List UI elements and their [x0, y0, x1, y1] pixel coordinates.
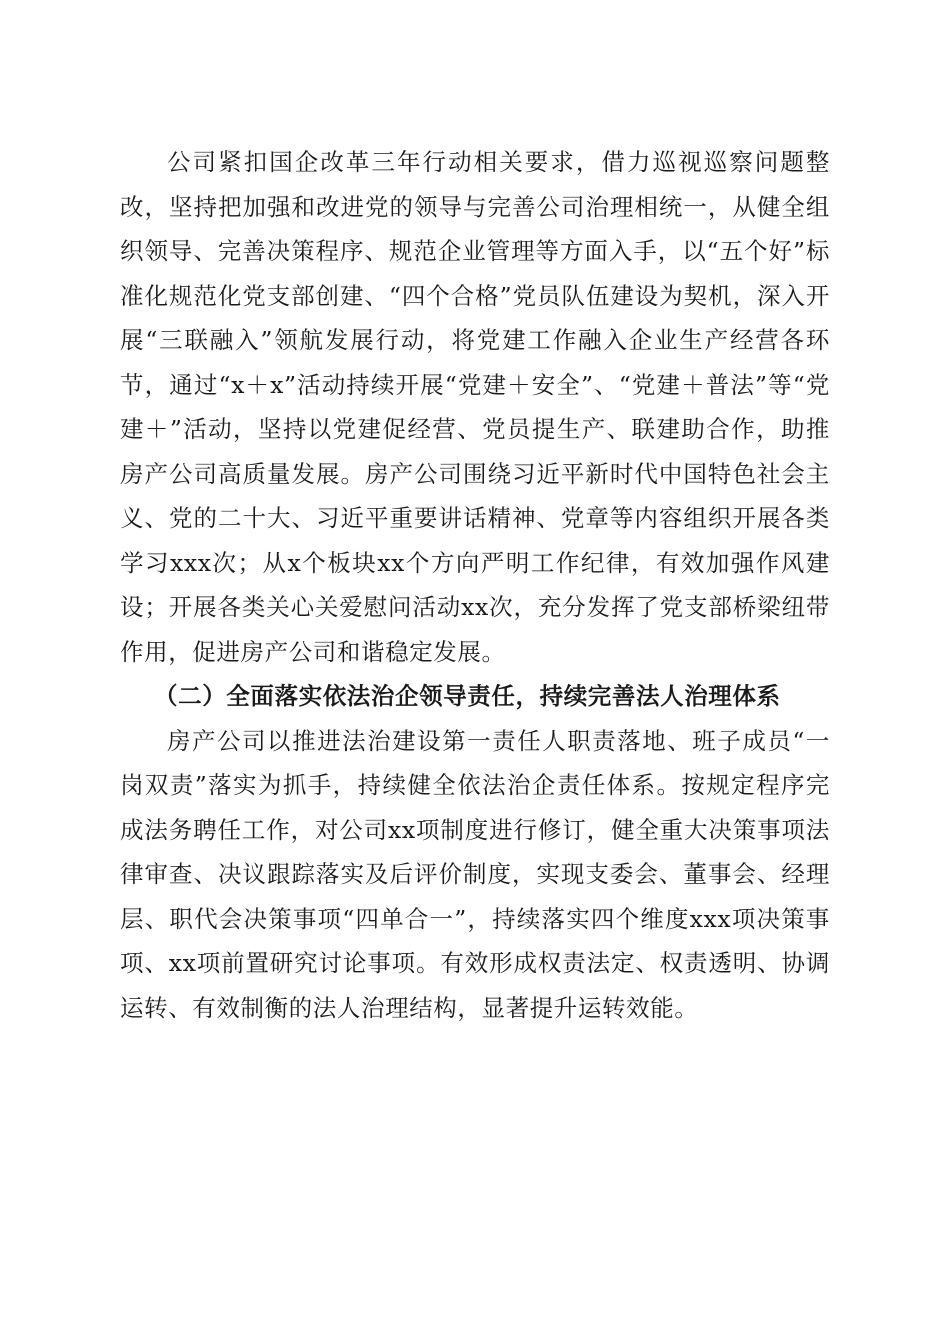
document-body [120, 140, 830, 1030]
section-heading-2: （二）全面落实依法治企领导责任，持续完善法人治理体系 [154, 682, 781, 710]
paragraph-legal-governance: 房产公司以推进法治建设第一责任人职责落地、班子成员“一岗双责”落实为抓手，持续健全依法治企责任体系。按规定程序完成法务聘任工作，对公司xx项制度进行修订，健全重大决策事项法律审查、决议跟踪落实及后评价制度，实现支委会、董事会、经理层、职代会决策事项“四单合一”，持续落实四个维度xxx项决策事项、xx项前置研究讨论事项。有效形成权责法定、权责透明、协调运转、有效制衡的法人治理结构，显著提升运转效能。 [120, 726, 830, 1022]
paragraph-party-building: 公司紧扣国企改革三年行动相关要求，借力巡视巡察问题整改，坚持把加强和改进党的领导与完善公司治理相统一，从健全组织领导、完善决策程序、规范企业管理等方面入手，以“五个好”标准化规范化党支部创建、“四个合格”党员队伍建设为契机，深入开展“三联融入”领航发展行动，将党建工作融入企业生产经营各环节，通过“x＋x”活动持续开展“党建＋安全”、“党建＋普法”等“党建＋”活动，坚持以党建促经营、党员提生产、联建助合作，助推房产公司高质量发展。房产公司围绕习近平新时代中国特色社会主义、党的二十大、习近平重要讲话精神、党章等内容组织开展各类学习xxx次；从x个板块xx个方向严明工作纪律，有效加强作风建设；开展各类关心关爱慰问活动xx次，充分发挥了党支部桥梁纽带作用，促进房产公司和谐稳定发展。 [120, 148, 830, 666]
